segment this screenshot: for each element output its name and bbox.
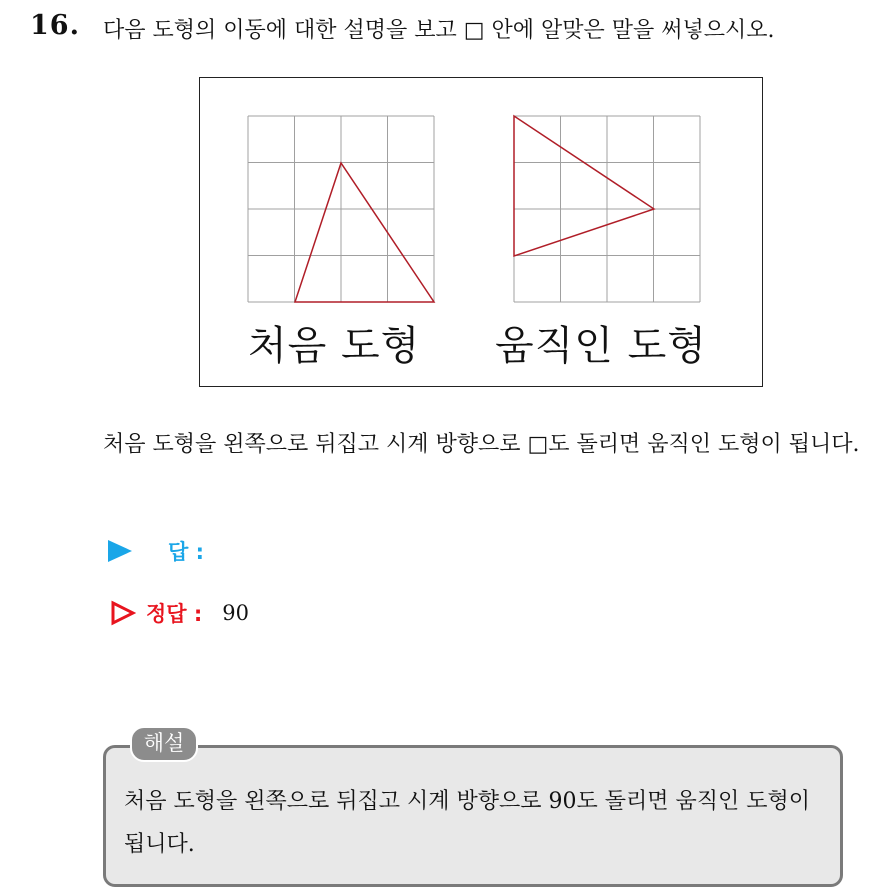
moved-triangle	[514, 116, 654, 256]
question-text: 다음 도형의 이동에 대한 설명을 보고 □ 안에 알맞은 말을 써넣으시오.	[103, 18, 775, 43]
label-original-shape: 처음 도형	[248, 323, 421, 369]
correct-arrow-icon	[110, 600, 136, 626]
correct-answer-label: 정답 :	[146, 602, 203, 626]
correct-answer-row	[110, 598, 249, 628]
label-moved-shape: 움직인 도형	[495, 323, 707, 369]
answer-row	[108, 536, 204, 566]
solution-tag: 해설	[130, 726, 198, 762]
grid-left	[248, 116, 434, 302]
question-number: 16.	[30, 10, 80, 41]
problem-statement: 처음 도형을 왼쪽으로 뒤집고 시계 방향으로 □도 돌리면 움직인 도형이 됩니다.	[103, 432, 860, 457]
figure-box	[199, 77, 763, 387]
answer-arrow-icon	[108, 540, 132, 562]
solution-text: 처음 도형을 왼쪽으로 뒤집고 시계 방향으로 90도 돌리면 움직인 도형이 됩니다.	[124, 789, 810, 857]
answer-label: 답 :	[168, 540, 204, 564]
original-triangle	[295, 163, 434, 302]
grid-right	[514, 116, 700, 302]
correct-answer-value: 90	[222, 601, 250, 625]
